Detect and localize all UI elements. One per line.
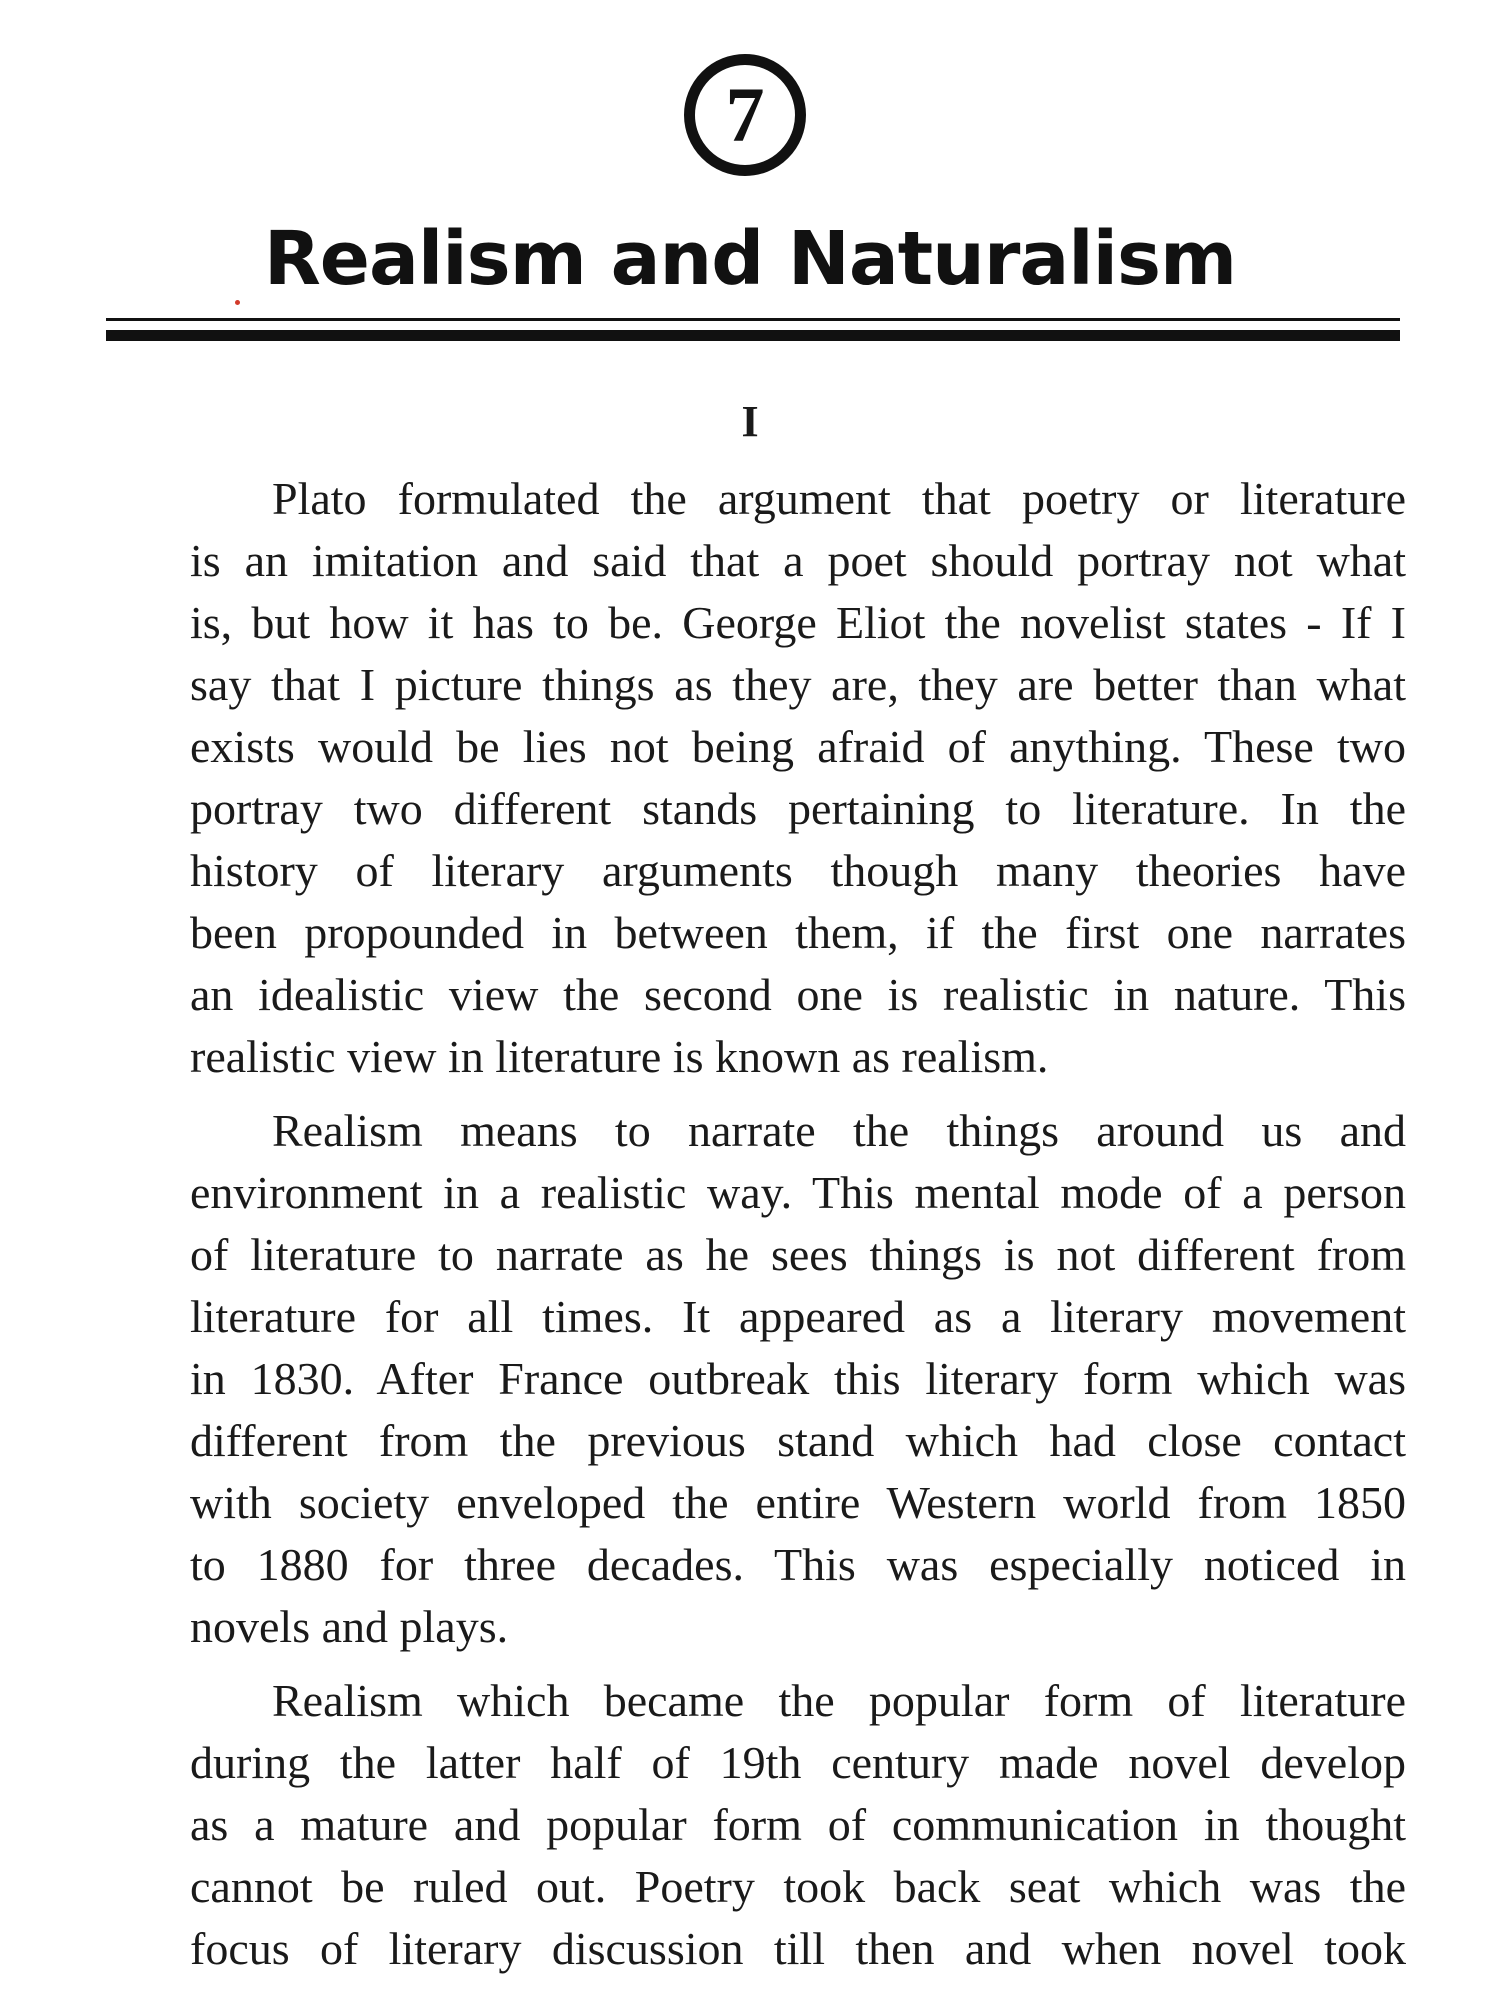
text-line: as a mature and popular form of communication in thought bbox=[190, 1799, 1406, 1850]
chapter-number-badge bbox=[684, 54, 806, 176]
text-line: history of literary arguments though many theories have bbox=[190, 845, 1406, 896]
text-line: an idealistic view the second one is realistic in nature. This bbox=[190, 969, 1406, 1020]
title-rule-thin bbox=[106, 318, 1400, 321]
text-line: environment in a realistic way. This mental mode of a person bbox=[190, 1167, 1406, 1218]
text-line: literature for all times. It appeared as a literary movement bbox=[190, 1291, 1406, 1342]
section-numeral: I bbox=[741, 397, 759, 446]
ink-dot bbox=[235, 300, 240, 305]
body-text bbox=[108, 468, 1406, 1992]
text-line: Plato formulated the argument that poetry or literature bbox=[272, 473, 1406, 524]
text-line: exists would be lies not being afraid of anything. These two bbox=[190, 721, 1406, 772]
paragraph-2 bbox=[108, 1100, 1406, 1658]
text-line: been propounded in between them, if the first one narrates bbox=[190, 907, 1406, 958]
text-line: of literature to narrate as he sees things is not different from bbox=[190, 1229, 1406, 1280]
text-line: during the latter half of 19th century made novel develop bbox=[190, 1737, 1406, 1788]
paragraph-3 bbox=[108, 1670, 1406, 1980]
text-line: realistic view in literature is known as realism. bbox=[190, 1031, 1049, 1082]
text-line: Realism means to narrate the things around us and bbox=[272, 1105, 1406, 1156]
text-line: Realism which became the popular form of literature bbox=[272, 1675, 1406, 1726]
text-line: is, but how it has to be. George Eliot the novelist states - If I bbox=[190, 597, 1406, 648]
text-line: portray two different stands pertaining to literature. In the bbox=[190, 783, 1406, 834]
chapter-number: 7 bbox=[725, 71, 765, 158]
text-line: cannot be ruled out. Poetry took back seat which was the bbox=[190, 1861, 1406, 1912]
text-line: to 1880 for three decades. This was especially noticed in bbox=[190, 1539, 1406, 1590]
text-line: focus of literary discussion till then and when novel took bbox=[190, 1923, 1406, 1974]
text-line: in 1830. After France outbreak this literary form which was bbox=[190, 1353, 1406, 1404]
text-line: with society enveloped the entire Western world from 1850 bbox=[190, 1477, 1406, 1528]
chapter-title: Realism and Naturalism bbox=[263, 216, 1237, 302]
text-line: different from the previous stand which had close contact bbox=[190, 1415, 1406, 1466]
title-rule-thick bbox=[106, 330, 1400, 341]
text-line: novels and plays. bbox=[190, 1601, 509, 1652]
text-line: is an imitation and said that a poet should portray not what bbox=[190, 535, 1406, 586]
text-line: say that I picture things as they are, they are better than what bbox=[190, 659, 1406, 710]
paragraph-1 bbox=[108, 468, 1406, 1088]
